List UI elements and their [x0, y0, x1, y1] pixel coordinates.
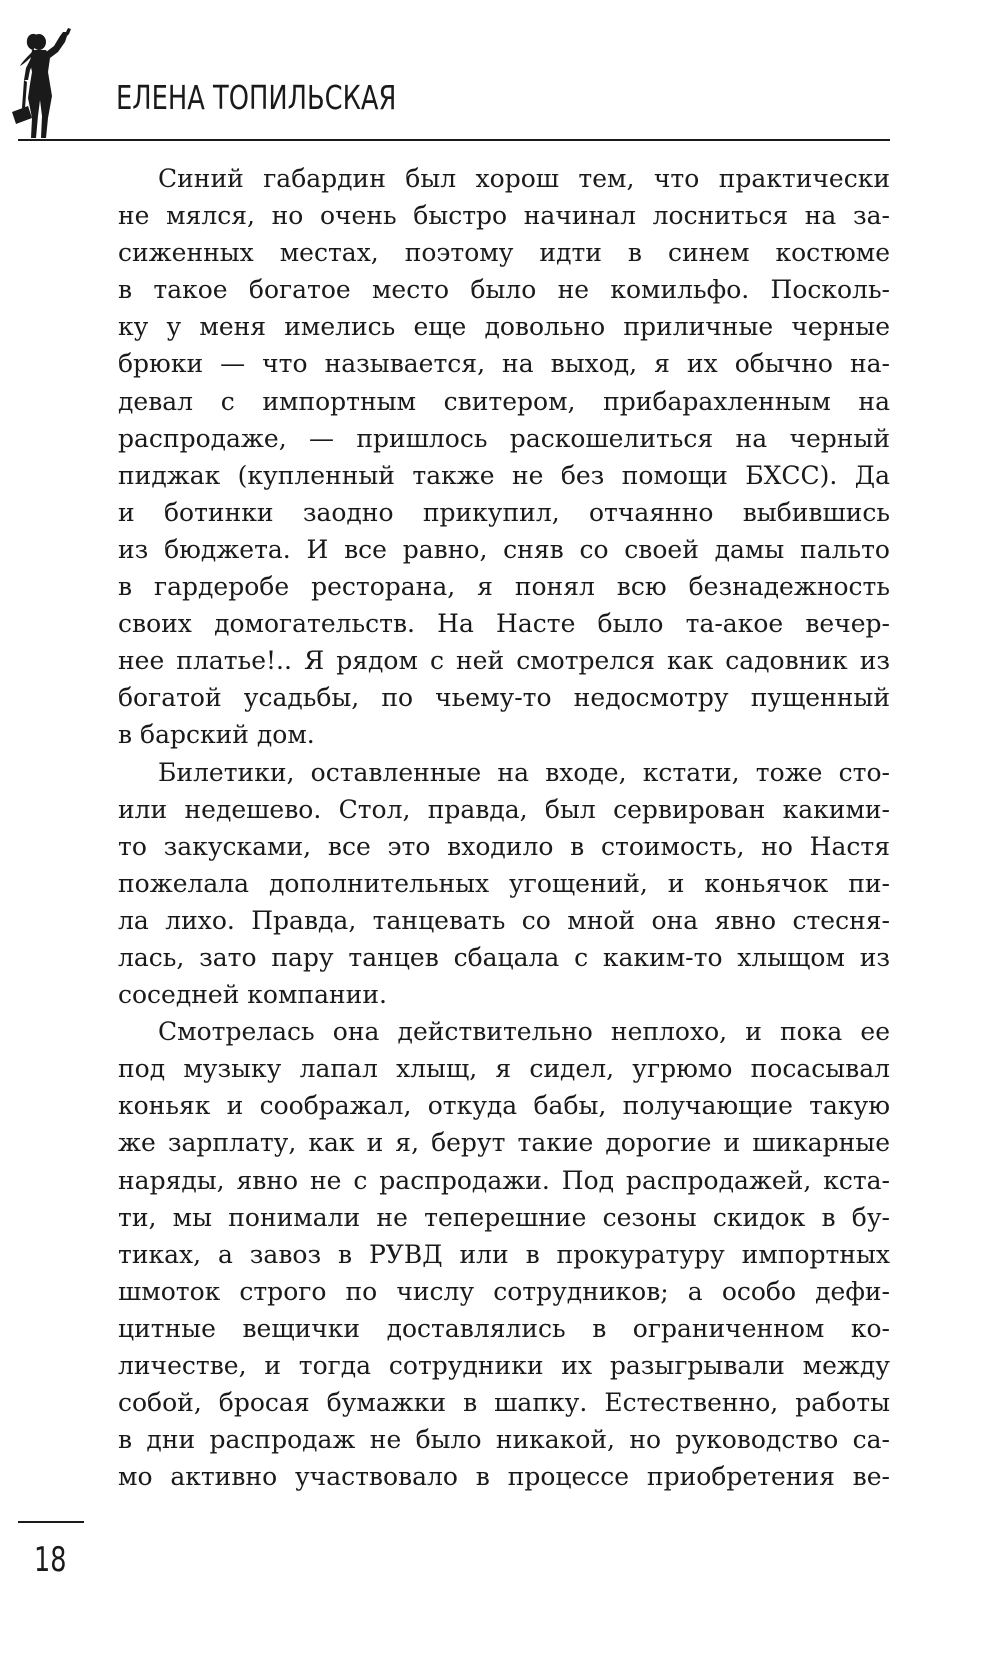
text-line: своих домогательств. На Насте было та-акое вечер- — [118, 609, 890, 639]
text-line: ти, мы понимали не теперешние сезоны скидок в бу- — [118, 1202, 890, 1232]
body-text — [118, 160, 890, 1495]
text-line: то закусками, все это входило в стоимость, но Настя — [118, 831, 890, 861]
text-line: богатой усадьбы, по чьему-то недосмотру пущенный — [118, 683, 890, 713]
text-line: под музыку лапал хлыщ, я сидел, угрюмо посасывал — [118, 1054, 890, 1084]
text-line: или недешево. Стол, правда, был сервирован какими- — [118, 794, 890, 824]
text-line: девал с импортным свитером, прибарахленным на — [118, 386, 890, 416]
text-line: ку у меня имелись еще довольно приличные черные — [118, 312, 890, 342]
text-line: нее платье!.. Я рядом с ней смотрелся как садовник из — [118, 646, 890, 676]
text-line: Синий габардин был хорош тем, что практически — [158, 164, 890, 193]
text-line: из бюджета. И все равно, сняв со своей дамы пальто — [118, 534, 890, 564]
author-name: ЕЛЕНА ТОПИЛЬСКАЯ — [116, 78, 397, 117]
text-line: тиках, а завоз в РУВД или в прокуратуру импортных — [118, 1239, 890, 1269]
text-line: пожелала дополнительных угощений, и коньячок пи- — [118, 868, 890, 898]
header-divider — [18, 139, 890, 141]
text-line: распродаже, — пришлось раскошелиться на черный — [118, 423, 890, 453]
text-line: в барский дом. — [118, 720, 315, 750]
text-line: же зарплату, как и я, берут такие дорогие и шикарные — [118, 1128, 890, 1158]
text-line: личестве, и тогда сотрудники их разыгрывали между — [118, 1351, 890, 1380]
page-number: 18 — [34, 1540, 67, 1580]
text-line: коньяк и соображал, откуда бабы, получающие такую — [118, 1091, 890, 1121]
text-line: шмоток строго по числу сотрудников; а особо дефи- — [118, 1276, 890, 1306]
footer-divider — [18, 1521, 84, 1523]
text-line: не мялся, но очень быстро начинал лосниться на за- — [118, 201, 890, 231]
text-line: собой, бросая бумажки в шапку. Естественно, работы — [118, 1388, 890, 1418]
text-line: ла лихо. Правда, танцевать со мной она явно стесня- — [118, 905, 890, 935]
text-line: соседней компании. — [118, 980, 387, 1010]
text-line: цитные вещички доставлялись в ограниченном ко- — [118, 1313, 890, 1343]
text-line: Билетики, оставленные на входе, кстати, тоже сто- — [158, 757, 890, 787]
text-line: пиджак (купленный также не без помощи БХСС). Да — [118, 460, 890, 490]
text-line: Смотрелась она действительно неплохо, и пока ее — [158, 1017, 890, 1047]
text-line: и ботинки заодно прикупил, отчаянно выбившись — [118, 497, 890, 527]
page-header — [0, 0, 1000, 145]
text-line: сиженных местах, поэтому идти в синем костюме — [118, 238, 890, 268]
text-line: мо активно участвовало в процессе приобретения ве- — [118, 1462, 890, 1492]
text-line: в гардеробе ресторана, я понял всю безнадежность — [118, 572, 890, 602]
text-line: в дни распродаж не было никакой, но руководство са- — [118, 1425, 890, 1455]
text-line: наряды, явно не с распродажи. Под распродажей, кста- — [118, 1165, 890, 1195]
text-line: брюки — что называется, на выход, я их обычно на- — [118, 349, 890, 379]
text-line: в такое богатое место было не комильфо. Посколь- — [118, 275, 890, 305]
text-line: лась, зато пару танцев сбацала с каким-то хлыщом из — [118, 942, 890, 972]
woman-with-pistol-silhouette-icon — [8, 28, 88, 140]
